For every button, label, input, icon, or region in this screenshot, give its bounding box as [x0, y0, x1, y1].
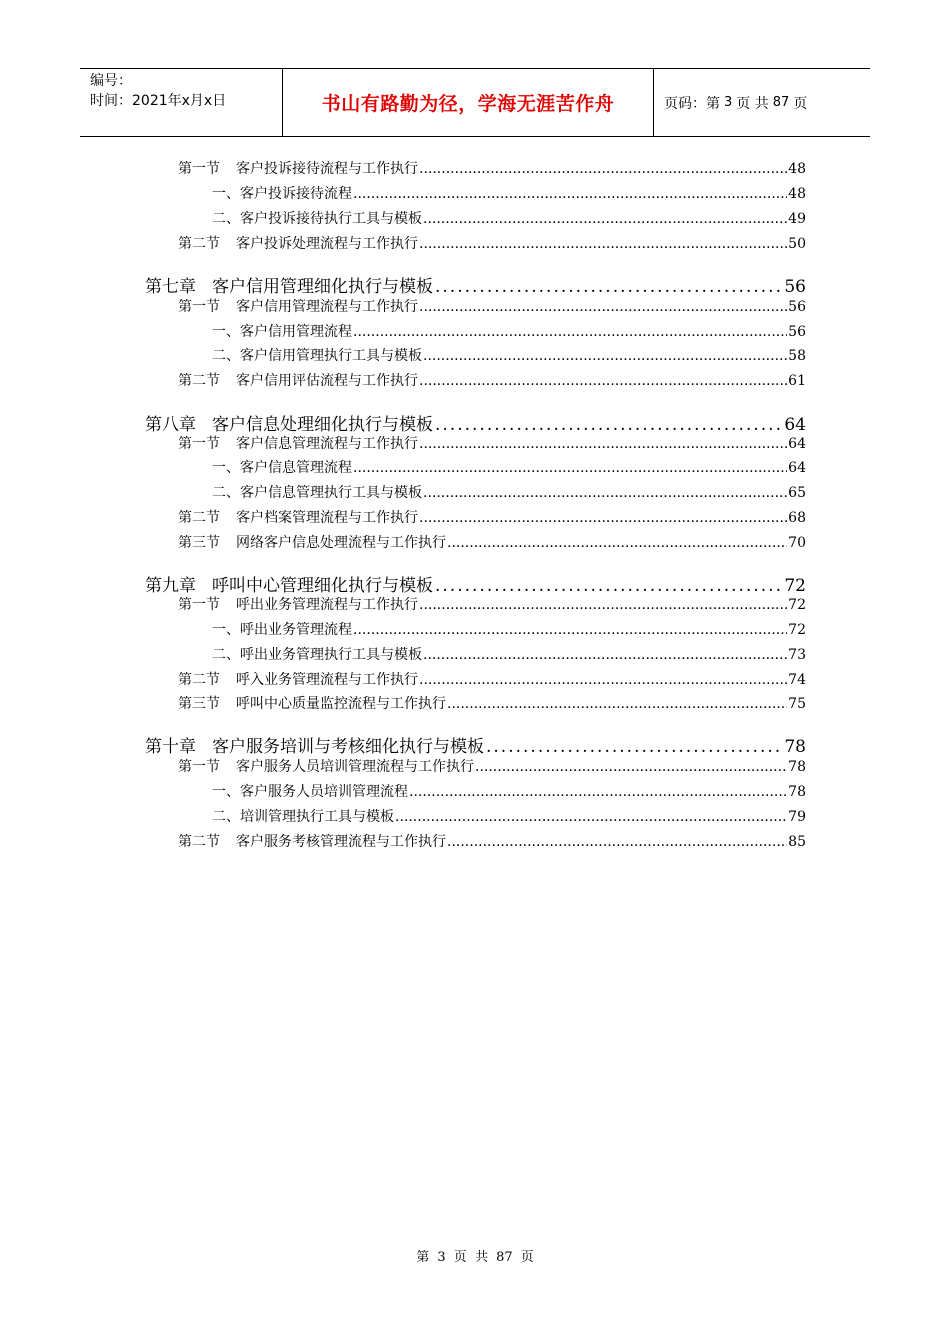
- toc-entry-label: [145, 272, 433, 297]
- toc-entry-label: [212, 482, 422, 502]
- toc-entry[interactable]: [178, 669, 806, 689]
- toc-entry[interactable]: [212, 208, 806, 228]
- toc-entry-page: 49: [788, 211, 806, 227]
- toc-entry-page: 65: [788, 485, 806, 501]
- toc-entry[interactable]: [145, 732, 806, 757]
- toc-entry-page: 78: [788, 784, 806, 800]
- toc-entry-number: 第八章: [145, 415, 196, 435]
- toc-entry-label: [212, 321, 352, 341]
- toc-entry-title: 二、呼出业务管理执行工具与模板: [212, 647, 422, 663]
- toc-dot-leader: [419, 236, 787, 252]
- footer-current-page: 3: [437, 1250, 446, 1265]
- toc-entry-label: [178, 669, 418, 689]
- toc-entry-page: 48: [788, 186, 806, 202]
- toc-entry-label: [178, 594, 418, 614]
- toc-entry-title: 客户信息处理细化执行与模板: [212, 415, 433, 435]
- toc-entry[interactable]: [178, 158, 806, 178]
- toc-entry-title: 客户信用评估流程与工作执行: [236, 373, 418, 389]
- toc-dot-leader: [475, 759, 787, 775]
- header-motto-cell: [282, 69, 654, 136]
- toc-entry-title: 一、客户服务人员培训管理流程: [212, 784, 408, 800]
- toc-dot-leader: [419, 597, 787, 613]
- toc-entry-label: [212, 208, 422, 228]
- toc-entry-page: 72: [784, 576, 806, 596]
- toc-entry-page: 64: [788, 460, 806, 476]
- toc-entry-title: 一、呼出业务管理流程: [212, 622, 352, 638]
- toc-entry-number: 第二节: [178, 672, 220, 688]
- toc-dot-leader: [419, 299, 787, 315]
- toc-entry[interactable]: [178, 507, 806, 527]
- toc-dot-leader: [419, 373, 787, 389]
- toc-entry[interactable]: [212, 806, 806, 826]
- page-suffix: 页: [793, 95, 808, 112]
- toc-entry-number: 第一节: [178, 299, 220, 315]
- toc-entry[interactable]: [145, 272, 806, 297]
- toc-entry-title: 客户信用管理细化执行与模板: [212, 277, 433, 297]
- toc-entry-page: 56: [788, 324, 806, 340]
- page-current: 3: [724, 95, 733, 110]
- toc-entry-title: 呼入业务管理流程与工作执行: [236, 672, 418, 688]
- toc-entry[interactable]: [178, 756, 806, 776]
- toc-dot-leader: [409, 784, 787, 800]
- toc-dot-leader: [353, 186, 787, 202]
- toc-entry[interactable]: [178, 433, 806, 453]
- toc-entry[interactable]: [212, 482, 806, 502]
- toc-dot-leader: [353, 324, 787, 340]
- toc-entry[interactable]: [212, 644, 806, 664]
- header-meta: [80, 69, 282, 136]
- toc-entry-title: 二、培训管理执行工具与模板: [212, 809, 394, 825]
- toc-entry-number: 第二节: [178, 236, 220, 252]
- toc-entry-title: 一、客户信用管理流程: [212, 324, 352, 340]
- toc-entry-title: 客户档案管理流程与工作执行: [236, 510, 418, 526]
- toc-entry-label: [212, 457, 352, 477]
- footer-suffix: 页: [520, 1250, 534, 1265]
- footer-prefix: 第: [416, 1250, 430, 1265]
- toc-entry-page: 72: [788, 622, 806, 638]
- toc-entry[interactable]: [178, 233, 806, 253]
- toc-dot-leader: [447, 834, 787, 850]
- toc-entry-label: [212, 781, 408, 801]
- toc-entry-label: [178, 693, 446, 713]
- toc-entry-title: 网络客户信息处理流程与工作执行: [236, 535, 446, 551]
- footer-mid2: 共: [474, 1250, 488, 1265]
- toc-entry-page: 72: [788, 597, 806, 613]
- toc-entry-number: 第三节: [178, 696, 220, 712]
- toc-dot-leader: [395, 809, 787, 825]
- toc-entry-number: 第一节: [178, 436, 220, 452]
- toc-entry-label: [212, 345, 422, 365]
- toc-entry-label: [212, 183, 352, 203]
- toc-entry[interactable]: [212, 183, 806, 203]
- toc-entry-label: [178, 756, 474, 776]
- toc-entry-number: 第一节: [178, 597, 220, 613]
- toc-entry-label: [212, 644, 422, 664]
- toc-entry-title: 二、客户信息管理执行工具与模板: [212, 485, 422, 501]
- toc-dot-leader: [353, 460, 787, 476]
- toc-entry-title: 二、客户信用管理执行工具与模板: [212, 348, 422, 364]
- toc-entry[interactable]: [212, 619, 806, 639]
- toc-entry-label: [212, 619, 352, 639]
- toc-entry-title: 呼叫中心质量监控流程与工作执行: [236, 696, 446, 712]
- toc-entry-title: 客户信用管理流程与工作执行: [236, 299, 418, 315]
- toc-entry-page: 68: [788, 510, 806, 526]
- toc-entry-label: [145, 571, 433, 596]
- toc-entry[interactable]: [178, 296, 806, 316]
- toc-dot-leader: [419, 672, 787, 688]
- toc-entry-label: [145, 410, 433, 435]
- toc-entry[interactable]: [178, 693, 806, 713]
- toc-entry-page: 70: [788, 535, 806, 551]
- toc-entry-number: 第二节: [178, 834, 220, 850]
- toc-dot-leader: [423, 211, 787, 227]
- toc-entry-label: [145, 732, 484, 757]
- toc-entry-label: [178, 433, 418, 453]
- toc-entry[interactable]: [212, 345, 806, 365]
- toc-entry[interactable]: [212, 781, 806, 801]
- document-date: 时间：2021年x月x日: [90, 93, 227, 109]
- toc-entry[interactable]: [212, 457, 806, 477]
- toc-entry-page: 56: [788, 299, 806, 315]
- toc-entry-title: 呼叫中心管理细化执行与模板: [212, 576, 433, 596]
- toc-entry-number: 第七章: [145, 277, 196, 297]
- toc-entry-page: 78: [788, 759, 806, 775]
- toc-entry-title: 客户信息管理流程与工作执行: [236, 436, 418, 452]
- toc-entry-title: 客户服务考核管理流程与工作执行: [236, 834, 446, 850]
- page-prefix: 页码：第: [664, 95, 720, 112]
- toc-dot-leader: [486, 737, 782, 757]
- toc-entry[interactable]: [145, 571, 806, 596]
- toc-entry-title: 客户投诉处理流程与工作执行: [236, 236, 418, 252]
- toc-entry-number: 第三节: [178, 535, 220, 551]
- footer-mid1: 页: [453, 1250, 467, 1265]
- toc-entry-page: 61: [788, 373, 806, 389]
- toc-dot-leader: [353, 622, 787, 638]
- toc-entry-label: [178, 296, 418, 316]
- toc-entry-page: 48: [788, 161, 806, 177]
- toc-entry-title: 二、客户投诉接待执行工具与模板: [212, 211, 422, 227]
- toc-entry-title: 一、客户信息管理流程: [212, 460, 352, 476]
- toc-entry-title: 客户投诉接待流程与工作执行: [236, 161, 418, 177]
- toc-entry-label: [178, 158, 418, 178]
- toc-entry[interactable]: [178, 594, 806, 614]
- toc-entry-page: 58: [788, 348, 806, 364]
- toc-entry-label: [178, 370, 418, 390]
- toc-entry[interactable]: [145, 410, 806, 435]
- toc-entry-page: 75: [788, 696, 806, 712]
- header-motto: 书山有路勤为径，学海无涯苦作舟: [321, 93, 615, 115]
- toc-entry[interactable]: [178, 532, 806, 552]
- toc-entry-number: 第九章: [145, 576, 196, 596]
- toc-dot-leader: [423, 348, 787, 364]
- toc-dot-leader: [423, 485, 787, 501]
- toc-entry-page: 56: [784, 277, 806, 297]
- toc-entry[interactable]: [212, 321, 806, 341]
- toc-entry[interactable]: [178, 831, 806, 851]
- toc-entry[interactable]: [178, 370, 806, 390]
- toc-entry-page: 79: [788, 809, 806, 825]
- toc-entry-label: [178, 831, 446, 851]
- toc-dot-leader: [447, 535, 787, 551]
- toc-entry-page: 85: [788, 834, 806, 850]
- footer-total-pages: 87: [496, 1250, 513, 1265]
- toc-entry-title: 一、客户投诉接待流程: [212, 186, 352, 202]
- toc-entry-title: 客户服务培训与考核细化执行与模板: [212, 737, 484, 757]
- toc-entry-label: [178, 532, 446, 552]
- page-mid: 页 共: [736, 95, 769, 112]
- toc-entry-page: 74: [788, 672, 806, 688]
- toc-entry-title: 呼出业务管理流程与工作执行: [236, 597, 418, 613]
- page-footer: [0, 1246, 950, 1265]
- toc-dot-leader: [435, 277, 782, 297]
- toc-entry-number: 第十章: [145, 737, 196, 757]
- toc-entry-page: 78: [784, 737, 806, 757]
- toc-entry-page: 50: [788, 236, 806, 252]
- toc-entry-title: 客户服务人员培训管理流程与工作执行: [236, 759, 474, 775]
- page-header: [80, 68, 870, 137]
- toc-entry-number: 第二节: [178, 510, 220, 526]
- toc-entry-label: [178, 233, 418, 253]
- toc-entry-label: [178, 507, 418, 527]
- toc-entry-number: 第一节: [178, 759, 220, 775]
- toc-entry-number: 第一节: [178, 161, 220, 177]
- toc-entry-page: 64: [788, 436, 806, 452]
- toc-entry-label: [212, 806, 394, 826]
- toc-dot-leader: [419, 436, 787, 452]
- toc-dot-leader: [423, 647, 787, 663]
- toc-dot-leader: [419, 161, 787, 177]
- toc-dot-leader: [419, 510, 787, 526]
- toc-entry-page: 64: [784, 415, 806, 435]
- page-total: 87: [772, 95, 790, 110]
- toc-entry-number: 第二节: [178, 373, 220, 389]
- toc-dot-leader: [435, 576, 782, 596]
- toc-dot-leader: [435, 415, 782, 435]
- toc-entry-page: 73: [788, 647, 806, 663]
- header-page-info: [654, 69, 870, 136]
- toc-dot-leader: [447, 696, 787, 712]
- document-number-label: 编号：: [90, 73, 132, 89]
